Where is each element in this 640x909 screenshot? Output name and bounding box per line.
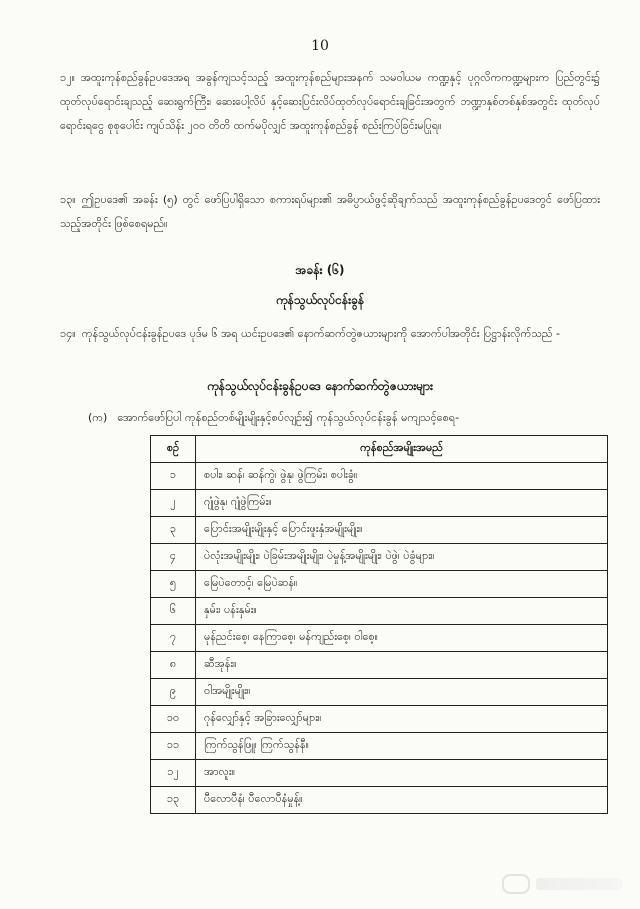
goods-cell: စပါး၊ ဆန်၊ ဆန်ကွဲ၊ ဖွဲနု၊ ဖွဲကြမ်း၊ စပါးခွံ။ — [196, 463, 608, 490]
serial-cell: ၁၃ — [151, 787, 196, 814]
subclause-label: (က) — [88, 411, 108, 424]
serial-cell: ၁၀ — [151, 706, 196, 733]
goods-cell: အာလူး။ — [196, 760, 608, 787]
table-row — [151, 706, 608, 733]
serial-cell: ၆ — [151, 598, 196, 625]
table-row — [151, 787, 608, 814]
chapter-title: အခန်း (၆) — [295, 263, 345, 277]
paragraph-12 — [60, 66, 600, 138]
header-goods-name: ကုန်စည်အမျိုးအမည် — [196, 436, 608, 463]
table-row — [151, 463, 608, 490]
paragraph-number: ၁၄။ — [60, 327, 76, 340]
table-row — [151, 544, 608, 571]
table-row — [151, 733, 608, 760]
goods-table — [150, 435, 608, 814]
goods-cell: ဂျုံဖွဲနု၊ ဂျုံဖွဲကြမ်း။ — [196, 490, 608, 517]
goods-cell: ပြောင်းအမျိုးမျိုးနှင့် ပြောင်းဖူးနှံအမျိုးမျိုး။ — [196, 517, 608, 544]
table-header-row — [151, 436, 608, 463]
subclause-ka — [88, 408, 608, 428]
watermark — [502, 873, 622, 895]
goods-cell: ဝါအမျိုးမျိုး။ — [196, 679, 608, 706]
goods-cell: နှမ်း၊ ပန်းနှမ်း။ — [196, 598, 608, 625]
serial-cell: ၇ — [151, 625, 196, 652]
paragraph-number: ၁၃။ — [60, 193, 76, 206]
paragraph-text: ကုန်သွယ်လုပ်ငန်းခွန်ဥပဒေ ပုဒ်မ ၆ အရ ယင်းဥပဒေ၏ နောက်ဆက်တွဲဇယားများကို အောက်ပါအတိုင်း ပြဋ္ဌာန်းလိုက်သည် - — [81, 327, 561, 340]
goods-cell: ဂုန်လျှော်နှင့် အခြားလျှော်များ။ — [196, 706, 608, 733]
annex-title: ကုန်သွယ်လုပ်ငန်းခွန်ဥပဒေ နောက်ဆက်တွဲဇယားများ — [206, 379, 434, 393]
table-row — [151, 625, 608, 652]
goods-cell: ကြက်သွန်ဖြူ၊ ကြက်သွန်နီ။ — [196, 733, 608, 760]
table-row — [151, 598, 608, 625]
goods-cell: ပဲလုံးအမျိုးမျိုး၊ ပဲခြမ်းအမျိုးမျိုး၊ ပဲမှုန့်အမျိုးမျိုး၊ ပဲဖွဲ၊ ပဲခွံများ။ — [196, 544, 608, 571]
table-row — [151, 652, 608, 679]
subclause-text: အောက်ဖော်ပြပါ ကုန်စည်တစ်မျိုးမျိုးနှင့်စပ်လျဉ်း၍ ကုန်သွယ်လုပ်ငန်းခွန် မကျသင့်စေရ- — [117, 411, 460, 424]
table-row — [151, 517, 608, 544]
serial-cell: ၁၂ — [151, 760, 196, 787]
serial-cell: ၉ — [151, 679, 196, 706]
table-row — [151, 490, 608, 517]
serial-cell: ၃ — [151, 517, 196, 544]
serial-cell: ၄ — [151, 544, 196, 571]
paragraph-text: အထူးကုန်စည်ခွန်ဥပဒေအရ အခွန်ကျသင့်သည့် အထူးကုန်စည်များအနက် သမဝါယမ ကဏ္ဍနှင့် ပုဂ္ဂလိကကဏ္ဍများက ပြည်တွင်း၌ ထုတ်လုပ်ရောင်းချသည့် ဆေးရွက်ကြီး၊ ဆေးပေါ့လိပ် နှင့်ဆေးပြင်းလိပ်ထုတ်လုပ်ရောင်းချခြင်းအတွက် ဘဏ္ဍာနှစ်တစ်နှစ်အတွင်း ထုတ်လုပ်ရောင်းရငွေ စုစုပေါင်း ကျပ်သိန်း ၂၀၀ တိတိ ထက်မပိုလျှင် အထူးကုန်စည်ခွန် စည်းကြပ်ခြင်းမပြုရ။ — [60, 71, 600, 132]
paragraph-14 — [60, 322, 600, 346]
table-row — [151, 760, 608, 787]
goods-cell: မုန်ညင်းစေ့၊ နေကြာစေ့၊ မန်ကျည်းစေ့၊ ဝါစေ့။ — [196, 625, 608, 652]
serial-cell: ၁ — [151, 463, 196, 490]
serial-cell: ၁၁ — [151, 733, 196, 760]
page-number: 10 — [311, 38, 329, 54]
serial-cell: ၂ — [151, 490, 196, 517]
serial-cell: ၅ — [151, 571, 196, 598]
goods-cell: မြေပဲတောင့်၊ မြေပဲဆန်။ — [196, 571, 608, 598]
watermark-blur — [536, 878, 622, 890]
chapter-subtitle: ကုန်သွယ်လုပ်ငန်းခွန် — [275, 293, 365, 307]
table-row — [151, 679, 608, 706]
paragraph-13 — [60, 188, 600, 236]
goods-cell: ဆီအုန်း။ — [196, 652, 608, 679]
paragraph-number: ၁၂။ — [60, 71, 75, 84]
header-serial: စဉ် — [151, 436, 196, 463]
paragraph-text: ဤဥပဒေ၏ အခန်း (၅) တွင် ဖော်ပြပါရှိသော စကားရပ်များ၏ အဓိပ္ပာယ်ဖွင့်ဆိုချက်သည် အထူးကုန်စည်ခွန်ဥပဒေတွင် ဖော်ပြထားသည့်အတိုင်း ဖြစ်စေရမည်။ — [60, 193, 600, 230]
goods-cell: ပီလောပီနံ၊ ပီလောပီနံမှုန့်။ — [196, 787, 608, 814]
table-row — [151, 571, 608, 598]
watermark-logo-icon — [502, 874, 530, 894]
serial-cell: ၈ — [151, 652, 196, 679]
